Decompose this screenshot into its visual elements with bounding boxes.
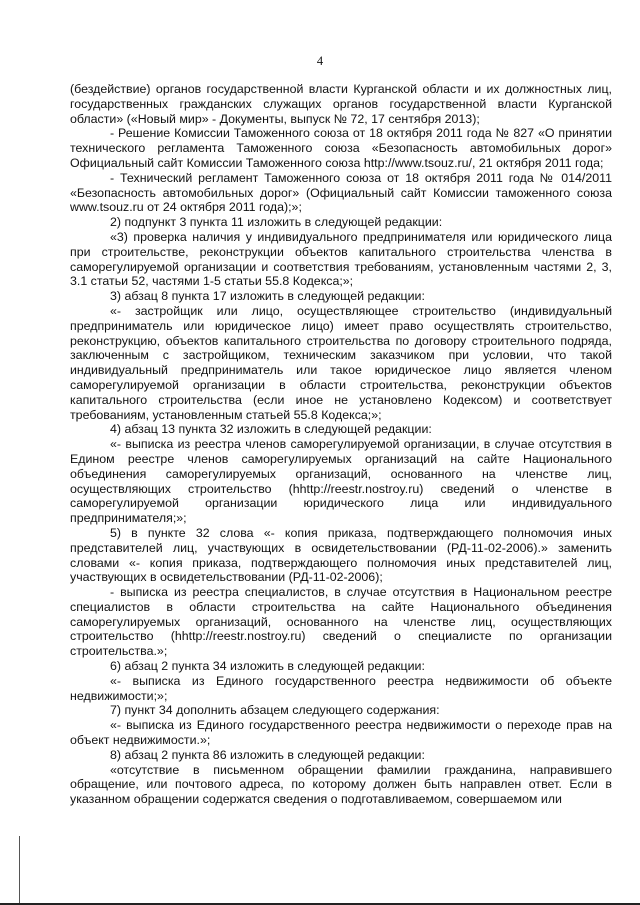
document-body [70,82,612,807]
paragraph: 4) абзац 13 пункта 32 изложить в следующей редакции: [110,422,432,437]
paragraph: 3) абзац 8 пункта 17 изложить в следующей редакции: [110,289,425,304]
paragraph: 8) абзац 2 пункта 86 изложить в следующей редакции: [110,747,425,762]
paragraph: - Решение Комиссии Таможенного союза от 18 октября 2011 года № 827 «О принятии технического регламента Таможенного союза «Безопасность автомобильных дорог» Официальный сайт Комиссии Таможенного союза http://www.tsouz.ru/, 21 октября 2011 года; [70,126,612,170]
paragraph: 5) в пункте 32 слова «- копия приказа, подтверждающего полномочия иных представителей лиц, участвующих в освидетельствовании (РД-11-02-2006).» заменить словами «- копия приказа, подтверждающего полномочия иных представителей лиц, участвующих в освидетельствовании (РД-11-02-2006); [70,525,612,585]
paragraph: (бездействие) органов государственной власти Курганской области и их должностных лиц, государственных гражданских служащих органов государственной власти Курганской области» («Новый мир» - Документы, выпуск № 72, 17 сентября 2013); [70,82,612,126]
paragraph: «- выписка из реестра членов саморегулируемой организации, в случае отсутствия в Едином реестре членов саморегулируемых организаций на сайте Национального объединения саморегулируемых организаций, основанного на членстве лиц, осуществляющих строительство (hhttp://reestr.nostroy.ru) сведений о членстве в саморегулируемой организации юридического лица или индивидуального предпринимателя;»; [70,437,612,526]
paragraph: «- застройщик или лицо, осуществляющее строительство (индивидуальный предприниматель или юридическое лицо) имеет право осуществлять строительство, реконструкцию, объектов капитального строительства по договору строительного подряда, заключенным с застройщиком, техническим заказчиком при условии, что такой индивидуальный предприниматель или такое юридическое лицо является членом саморегулируемой организации в области строительства, реконструкции объектов капитального строительства (если иное не установлено Кодексом) и соответствует требованиям, установленным статьей 55.8 Кодекса;»; [70,303,612,422]
paragraph: «- выписка из Единого государственного реестра недвижимости о переходе прав на объект недвижимости.»; [70,718,612,748]
paragraph: 6) абзац 2 пункта 34 изложить в следующей редакции: [110,659,425,674]
page-number: 4 [316,54,324,68]
paragraph: «отсутствие в письменном обращении фамилии гражданина, направившего обращение, или почтового адреса, по которому должен быть направлен ответ. Если в указанном обращении содержатся сведения о подготавливаемом, совершаемом или [70,762,612,807]
paragraph: - выписка из реестра специалистов, в случае отсутствия в Национальном реестре специалистов в области строительства на сайте Национального объединения саморегулируемых организаций, основанного на членстве лиц, осуществляющих строительство (hhttp://reestr.nostroy.ru) сведений о специалисте по организации строительства.»; [70,585,612,659]
scan-edge-mark [19,836,20,905]
paragraph: «- выписка из Единого государственного реестра недвижимости об объекте недвижимости;»; [70,673,612,703]
paragraph: - Технический регламент Таможенного союза от 18 октября 2011 года № 014/2011 «Безопасность автомобильных дорог» (Официальный сайт Комиссии таможенного союза www.tsouz.ru от 24 октября 2011 года);»; [70,170,612,215]
paragraph: «3) проверка наличия у индивидуального предпринимателя или юридического лица при строительстве, реконструкции объектов капитального строительства членства в саморегулируемой организации и соответствия требованиям, установленным частями 2, 3, 3.1 статьи 52, частями 1-5 статьи 55.8 Кодекса;»; [70,229,612,289]
paragraph: 2) подпункт 3 пункта 11 изложить в следующей редакции: [110,215,443,230]
paragraph: 7) пункт 34 дополнить абзацем следующего содержания: [110,703,440,718]
